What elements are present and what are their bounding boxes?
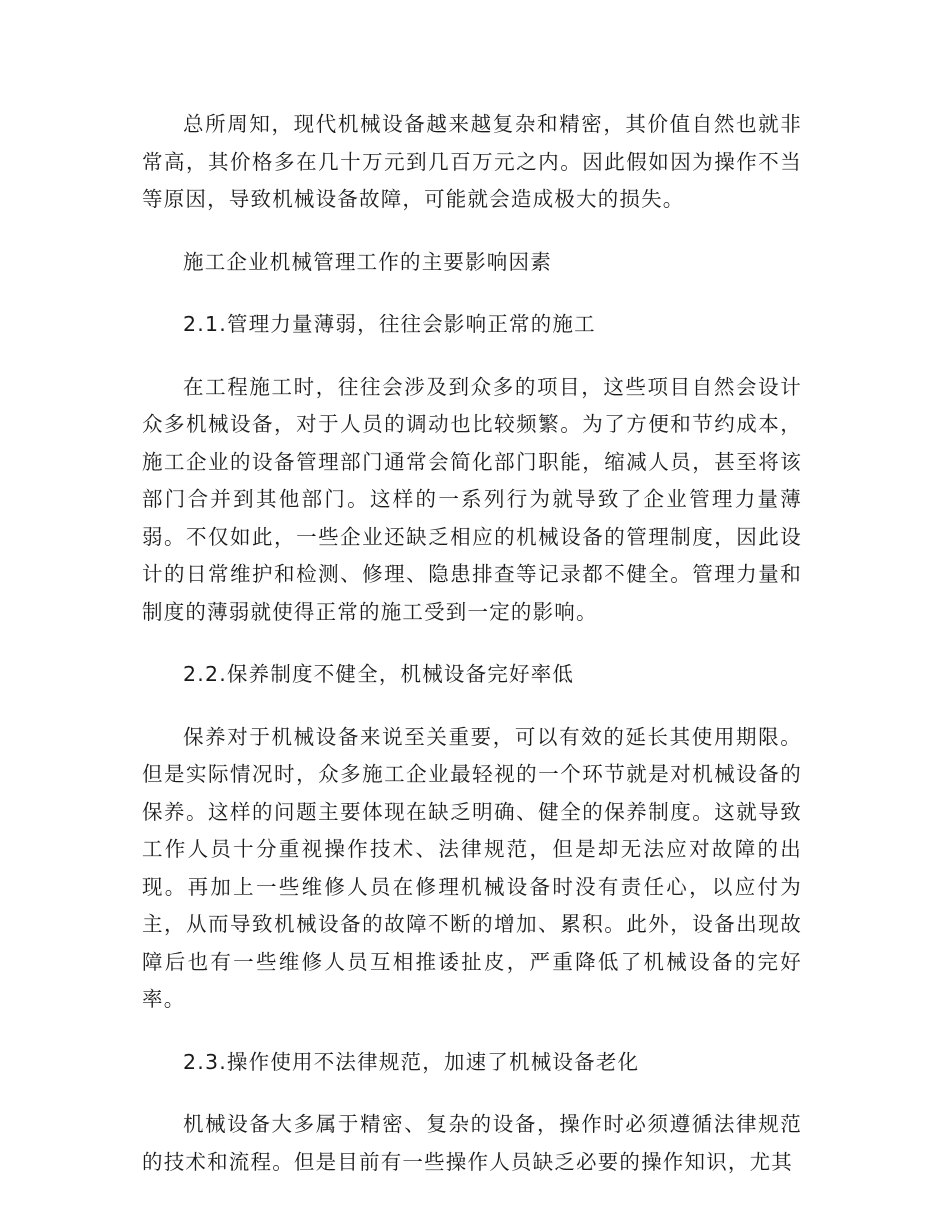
paragraph-gap	[142, 344, 802, 369]
paragraph-gap	[142, 219, 802, 244]
paragraph-gap	[142, 694, 802, 719]
paragraph-maintenance: 保养对于机械设备来说至关重要，可以有效的延长其使用期限。但是实际情况时，众多施工企业最轻视的一个环节就是对机械设备的保养。这样的问题主要体现在缺乏明确、健全的保养制度。这就导致工作人员十分重视操作技术、法律规范，但是却无法应对故障的出现。再加上一些维修人员在修理机械设备时没有责任心，以应付为主，从而导致机械设备的故障不断的增加、累积。此外，设备出现故障后也有一些维修人员互相推诿扯皮，严重降低了机械设备的完好率。	[142, 724, 802, 1011]
document-body	[142, 106, 802, 1181]
section-heading: 施工企业机械管理工作的主要影响因素	[183, 249, 552, 274]
paragraph-gap	[142, 281, 802, 306]
paragraph-intro: 总所周知，现代机械设备越来越复杂和精密，其价值自然也就非常高，其价格多在几十万元到几百万元之内。因此假如因为操作不当等原因，导致机械设备故障，可能就会造成极大的损失。	[142, 112, 802, 211]
paragraph-management: 在工程施工时，往往会涉及到众多的项目，这些项目自然会设计众多机械设备，对于人员的调动也比较频繁。为了方便和节约成本，施工企业的设备管理部门通常会简化部门职能，缩减人员，甚至将该部门合并到其他部门。这样的一系列行为就导致了企业管理力量薄弱。不仅如此，一些企业还缺乏相应的机械设备的管理制度，因此设计的日常维护和检测、修理、隐患排查等记录都不健全。管理力量和制度的薄弱就使得正常的施工受到一定的影响。	[142, 374, 802, 624]
subsection-heading-2-2: 2.2.保养制度不健全，机械设备完好率低	[183, 662, 575, 686]
subsection-heading-2-1: 2.1.管理力量薄弱，往往会影响正常的施工	[183, 312, 596, 336]
paragraph-gap	[142, 631, 802, 656]
subsection-heading-2-3: 2.3.操作使用不法律规范，加速了机械设备老化	[183, 1049, 640, 1074]
paragraph-gap	[142, 1019, 802, 1044]
paragraph-gap	[142, 1081, 802, 1106]
paragraph-operation: 机械设备大多属于精密、复杂的设备，操作时必须遵循法律规范的技术和流程。但是目前有一些操作人员缺乏必要的操作知识，尤其	[142, 1112, 802, 1174]
